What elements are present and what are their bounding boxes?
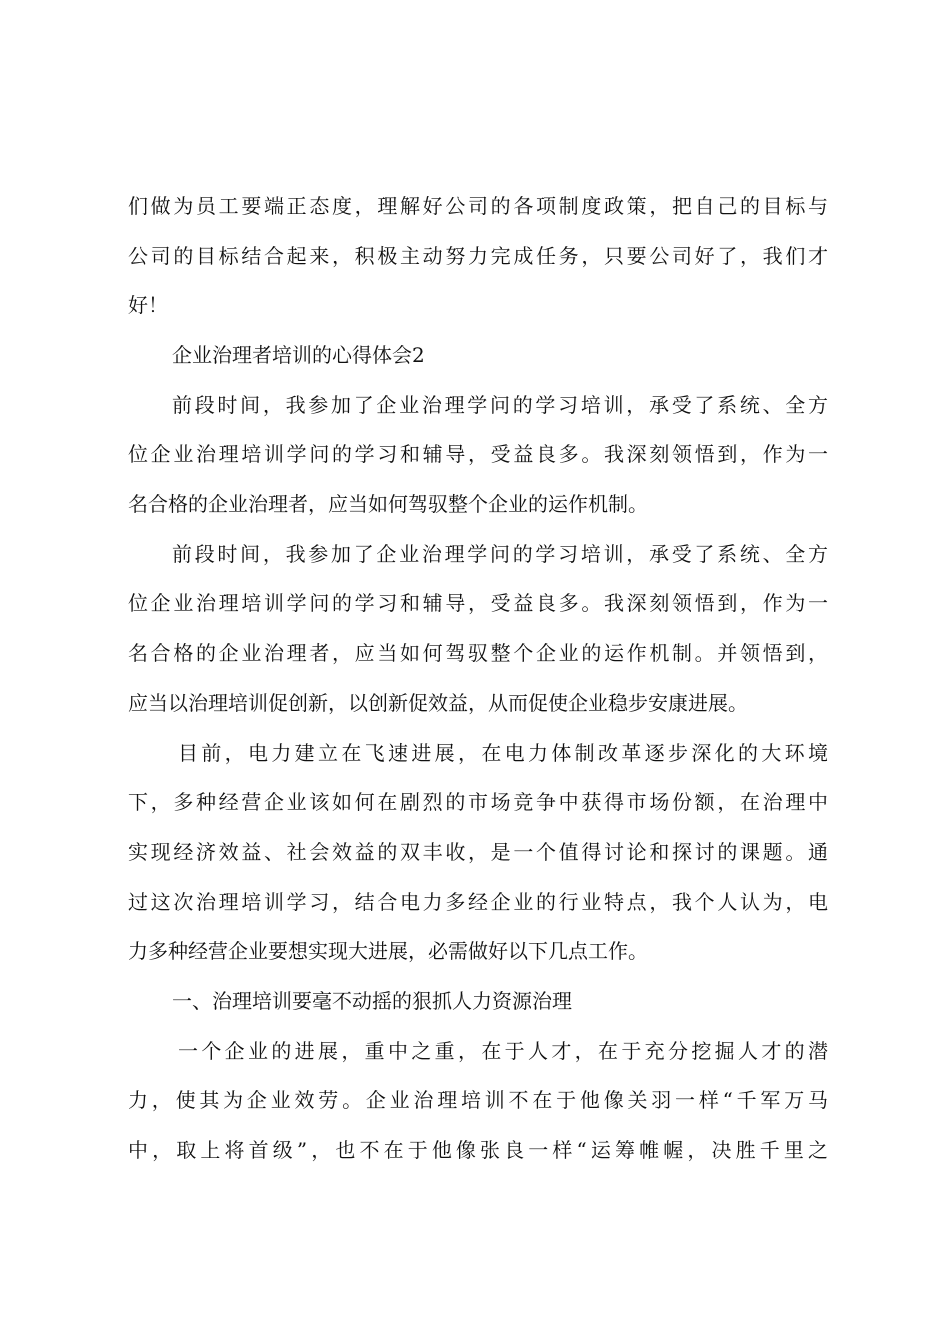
text-line: 好！ [128, 293, 168, 317]
text-line: 前段时间，我参加了企业治理学问的学习培训，承受了系统、全方 [172, 542, 828, 566]
text-line: 目前，电力建立在飞速进展，在电力体制改革逐步深化的大环境 [178, 741, 828, 765]
text-line: 中，取上将首级”，也不在于他像张良一样“运筹帷幄，决胜千里之 [128, 1138, 828, 1162]
text-line: 应当以治理培训促创新，以创新促效益，从而促使企业稳步安康进展。 [128, 691, 748, 715]
text-line: 名合格的企业治理者，应当如何驾驭整个企业的运作机制。 [128, 492, 648, 516]
text-line: 力多种经营企业要想实现大进展，必需做好以下几点工作。 [128, 939, 648, 963]
text-line: 力，使其为企业效劳。企业治理培训不在于他像关羽一样“千军万马 [128, 1088, 828, 1112]
text-line: 位企业治理培训学问的学习和辅导，受益良多。我深刻领悟到，作为一 [128, 442, 828, 466]
text-line: 位企业治理培训学问的学习和辅导，受益良多。我深刻领悟到，作为一 [128, 591, 828, 615]
text-line: 过这次治理培训学习，结合电力多经企业的行业特点，我个人认为，电 [128, 890, 828, 914]
text-line: 实现经济效益、社会效益的双丰收，是一个值得讨论和探讨的课题。通 [128, 840, 828, 864]
text-line: 下，多种经营企业该如何在剧烈的市场竞争中获得市场份额，在治理中 [128, 790, 828, 814]
text-line: 一个企业的进展，重中之重，在于人才，在于充分挖掘人才的潜 [178, 1039, 828, 1063]
text-line: 名合格的企业治理者，应当如何驾驭整个企业的运作机制。并领悟到， [128, 641, 828, 665]
text-line: 公司的目标结合起来，积极主动努力完成任务，只要公司好了，我们才 [128, 244, 828, 268]
text-line: 们做为员工要端正态度，理解好公司的各项制度政策，把自己的目标与 [128, 194, 828, 218]
section-heading: 企业治理者培训的心得体会2 [172, 343, 425, 367]
section-heading: 一、治理培训要毫不动摇的狠抓人力资源治理 [172, 989, 572, 1013]
text-line: 前段时间，我参加了企业治理学问的学习培训，承受了系统、全方 [172, 393, 828, 417]
